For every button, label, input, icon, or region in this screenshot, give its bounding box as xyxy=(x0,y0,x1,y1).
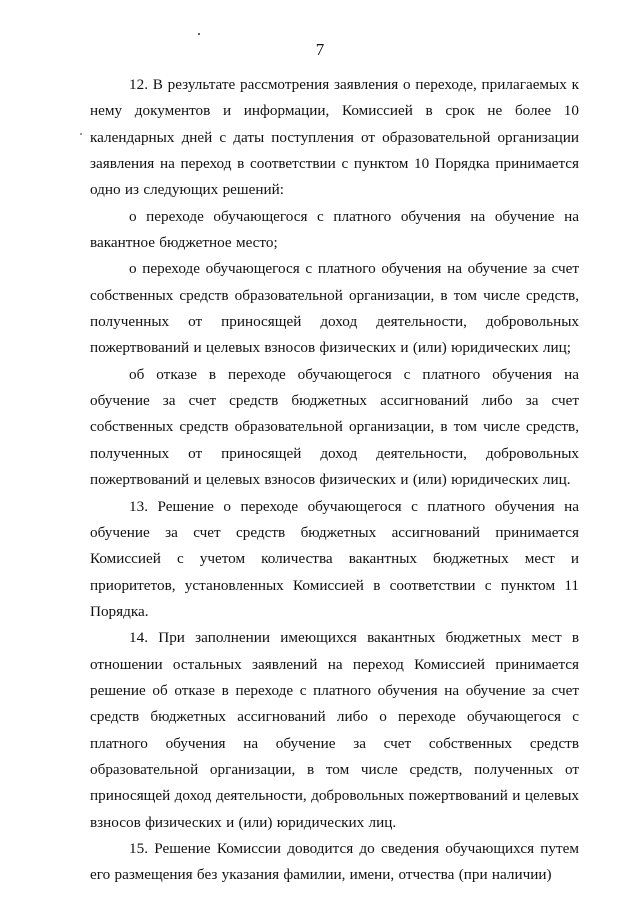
paragraph-15: 15. Решение Комиссии доводится до сведения обучающихся путем его размещения без указания фамилии, имени, отчества (при наличии) xyxy=(90,839,579,884)
paragraph-13: 13. Решение о переходе обучающегося с платного обучения на обучение за счет средств бюджетных ассигнований принимается Комиссией с учетом количества вакантных бюджетных мест и приоритетов, установленных Комиссией в соответствии с пунктом 11 Порядка. xyxy=(90,497,579,620)
scan-speck xyxy=(80,133,82,135)
paragraph-12-option-1: о переходе обучающегося с платного обучения на обучение на вакантное бюджетное место; xyxy=(90,207,579,252)
paragraph-12: 12. В результате рассмотрения заявления о переходе, прилагаемых к нему документов и информации, Комиссией в срок не более 10 календарных дней с даты поступления от образовательной организации заявления на переход в соответствии с пунктом 10 Порядка принимается одно из следующих решений: xyxy=(90,76,579,199)
scan-speck xyxy=(198,33,200,35)
paragraph-14: 14. При заполнении имеющихся вакантных бюджетных мест в отношении остальных заявлений на переход Комиссией принимается решение об отказе в переходе с платного обучения на обучение за счет средств бюджетных ассигнований либо о переходе обучающегося с платного обучения на обучение за счет собственных средств образовательной организации, в том числе средств, полученных от приносящей доход деятельности, добровольных пожертвований и целевых взносов физических и (или) юридических лиц. xyxy=(90,629,579,831)
paragraph-12-option-3: об отказе в переходе обучающегося с платного обучения на обучение за счет средств бюджетных ассигнований либо за счет собственных средств образовательной организации, в том числе средств, полученных от приносящей доход деятельности, добровольных пожертвований и целевых взносов физических и (или) юридических лиц. xyxy=(90,365,579,489)
paragraph-12-option-2: о переходе обучающегося с платного обучения на обучение за счет собственных средств образовательной организации, в том числе средств, полученных от приносящей доход деятельности, добровольных пожертвований и целевых взносов физических и (или) юридических лиц; xyxy=(90,260,579,357)
document-body xyxy=(90,72,579,889)
page-number: 7 xyxy=(315,40,325,59)
